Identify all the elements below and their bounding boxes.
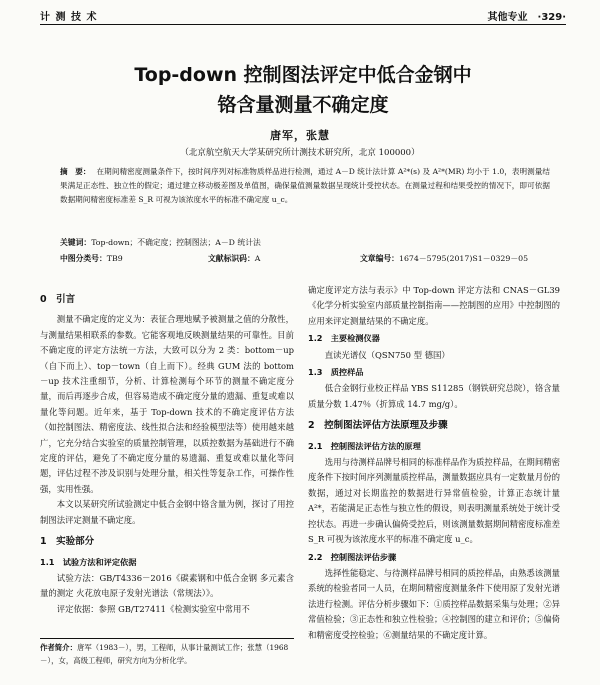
article-number: 文章编号：1674－5795(2017)S1－0329－05 <box>360 254 529 263</box>
journal-name: 计 测 技 术 <box>40 12 98 23</box>
section-2-heading: 2 控制图法评估方法原理及步骤 <box>308 420 448 432</box>
footnote-text: 唐军（1983－），男，工程师，从事计量测试工作；张慧（1968－），女，高级工程师，研究方向为分析化学。 <box>40 643 289 665</box>
title-line-1: Top-down 控制图法评定中低合金钢中 <box>134 64 472 86</box>
author-footnote <box>40 638 294 667</box>
section-2-2-heading: 2.2 控制图法评估步骤 <box>308 551 397 562</box>
keywords-text: Top-down；不确定度；控制图法；A－D 统计法 <box>91 238 261 247</box>
continued-paragraph: 确定度评定方法与表示》中 Top-down 评定方法和 CNAS－GL39《化学分析实验室内部质量控制指南——控制图的应用》中控制图的应用来评定测量结果的不确定度。 <box>308 285 560 326</box>
doc-code: 文献标识码：A <box>208 254 261 263</box>
right-column <box>308 283 560 643</box>
sample-paragraph: 低合金钢行业校正样品 YBS S11285（钢铁研究总院），铬含量质量分数 1.47％（折算成 14.7 mg/g）。 <box>308 383 560 409</box>
instrument-paragraph: 直读光谱仪（QSN750 型 德国） <box>324 349 450 360</box>
section-1-2-heading: 1.2 主要检测仪器 <box>308 333 380 344</box>
section-0-heading: 0 引言 <box>40 294 76 305</box>
page-number: ·329· <box>537 12 566 23</box>
steps-paragraph: 选择性能稳定、与待测样品牌号相同的质控样品，由熟悉该测量系统的检验者同一人员，在期间精密度测量条件下使用原了发射光谱法进行检测。评估分析步骤如下：①质控样品数据采集与处理；②异常值检验；③正态性和独立性检验；④控制图的建立和评价；⑤偏倚和精密度受控检验；⑥测量结果的不确定度计算。 <box>308 567 560 640</box>
abstract <box>60 165 550 207</box>
title-line-2: 铬含量测量不确定度 <box>217 94 389 116</box>
left-column <box>40 286 294 617</box>
keywords-label: 关键词： <box>60 238 92 247</box>
intro-paragraph-1: 测量不确定度的定义为：表征合理地赋予被测量之值的分散性，与测量结果相联系的参数。它能客观地反映测量结果的可靠性。目前不确定度的评定方法统一方法，大致可以分为 2 类：bottom－up（自下而上）、top－town（自上而下）。经典 GUM 法的 bottom－up 技术注重细节，分析、计算检测每个环节的测量不确定度分量，而后再逐步合成，但容易造成不确定度分量的遗漏、重复或难以量化等问题。近年来，基于 Top-down 技术的不确定度评估方法（如控制图法、精密度法、线性拟合法和经验模型法等）使用越来越广，它充分结合实验室的质量控制管理，以质控数据为基础进行不确定度的评估，避免了不确定度分量的易遗漏、重复或难以量化等问题，评估过程不涉及识别与处理分量，相关性等复杂工作，可操作性强，实用性强。 <box>40 314 294 494</box>
affiliation: （北京航空航天大学某研究所计测技术研究所，北京 100000） <box>180 148 420 158</box>
evaluation-basis-paragraph: 评定依据：参照 GB/T27411《检测实验室中常用不 <box>56 603 250 614</box>
intro-paragraph-2: 本文以某研究所试验测定中低合金钢中铬含量为例，探讨了用控制图法评定测量不确定度。 <box>40 499 294 525</box>
authors: 唐军，张慧 <box>270 129 330 142</box>
section-1-3-heading: 1.3 质控样品 <box>308 367 364 378</box>
running-header <box>40 6 566 25</box>
section-1-heading: 1 实验部分 <box>40 536 95 548</box>
section-1-1-heading: 1.1 试验方法和评定依据 <box>40 556 137 567</box>
abstract-label: 摘 要： <box>60 167 91 176</box>
principle-paragraph: 选用与待测样品牌号相同的标准样品作为质控样品，在期间精密度条件下按时间序列测量质控样品，测量数据应具有一定数量月份的数据，通过对长期监控的数据进行异常值检验，计算正态统计量 A²*，若能满足正态性与独立性的假设，则表明测量系统处于统计受控状态。再进一步确认偏倚受控后，则该测量数据期间精密度标准差 S_R 可视为该浓度水平的标准不确定度 u_c。 <box>308 457 560 545</box>
abstract-text: 在期间精密度测量条件下，按时间序列对标准物质样品进行检测，通过 A－D 统计法计算 A²*(s) 及 A²*(MR) 均小于 1.0，表明测量结果满足正态性、独立性的假定；通过建立移动极差图及单值图，确保量值测量数据呈现统计受控状态。在测量过程和结果受控的情况下，即可依据数据期间精密度标准差 S_R 可视为该浓度水平的标准不确定度 u_c。 <box>60 167 551 204</box>
keywords <box>60 236 550 250</box>
section-2-1-heading: 2.1 控制图法评估方法的原理 <box>308 440 421 451</box>
footnote-label: 作者简介： <box>40 643 77 652</box>
test-method-paragraph: 试验方法：GB/T4336－2016《碳素钢和中低合金钢 多元素含量的测定 火花放电原子发射光谱法（常规法）》。 <box>40 572 294 599</box>
paper-title <box>40 60 566 120</box>
section-name: 其他专业 <box>487 12 528 23</box>
clc-code: 中图分类号：TB9 <box>60 254 123 263</box>
